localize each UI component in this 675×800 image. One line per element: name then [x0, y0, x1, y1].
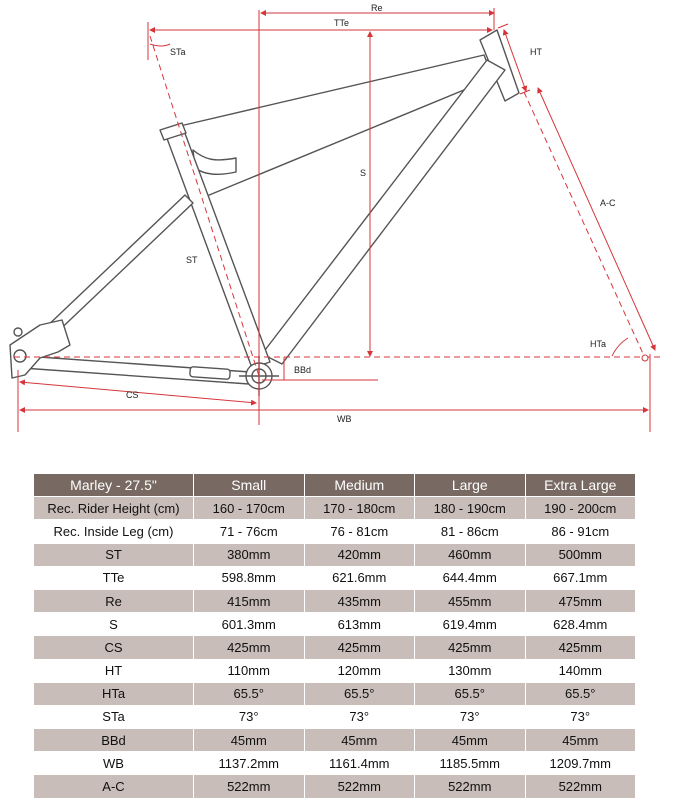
row-label: WB [34, 752, 194, 775]
row-label: HTa [34, 682, 194, 705]
header-size-extra-large: Extra Large [525, 474, 636, 497]
table-cell: 65.5° [415, 682, 526, 705]
table-cell: 628.4mm [525, 613, 636, 636]
table-row [34, 589, 636, 612]
table-cell: 76 - 81cm [304, 520, 415, 543]
table-cell: 420mm [304, 543, 415, 566]
table-row [34, 613, 636, 636]
table-cell: 65.5° [525, 682, 636, 705]
row-label: STa [34, 705, 194, 728]
table-cell: 613mm [304, 613, 415, 636]
table-cell: 522mm [304, 775, 415, 798]
table-cell: 160 - 170cm [194, 497, 305, 520]
table-cell: 45mm [415, 729, 526, 752]
row-label: A-C [34, 775, 194, 798]
table-cell: 425mm [415, 636, 526, 659]
row-label: Rec. Inside Leg (cm) [34, 520, 194, 543]
table-cell: 601.3mm [194, 613, 305, 636]
table-cell: 425mm [194, 636, 305, 659]
rear-axle [14, 350, 26, 362]
label-sta: STa [170, 47, 186, 57]
label-bbd: BBd [294, 365, 312, 375]
table-cell: 522mm [415, 775, 526, 798]
table-cell: 1185.5mm [415, 752, 526, 775]
table-cell: 73° [304, 705, 415, 728]
table-cell: 621.6mm [304, 566, 415, 589]
table-cell: 460mm [415, 543, 526, 566]
table-cell: 71 - 76cm [194, 520, 305, 543]
row-label: BBd [34, 729, 194, 752]
table-row [34, 705, 636, 728]
table-cell: 522mm [525, 775, 636, 798]
table-cell: 619.4mm [415, 613, 526, 636]
table-row [34, 497, 636, 520]
label-wb: WB [337, 414, 352, 424]
table-cell: 65.5° [194, 682, 305, 705]
table-cell: 130mm [415, 659, 526, 682]
table-cell: 180 - 190cm [415, 497, 526, 520]
row-label: TTe [34, 566, 194, 589]
table-cell: 81 - 86cm [415, 520, 526, 543]
table-row [34, 775, 636, 798]
row-label: Rec. Rider Height (cm) [34, 497, 194, 520]
header-model: Marley - 27.5" [34, 474, 194, 497]
table-cell: 475mm [525, 589, 636, 612]
label-s: S [360, 168, 367, 178]
table-header-row [34, 474, 636, 497]
table-cell: 667.1mm [525, 566, 636, 589]
label-cs: CS [126, 390, 139, 400]
label-tte: TTe [334, 18, 350, 28]
table-cell: 598.8mm [194, 566, 305, 589]
label-hta: HTa [590, 339, 607, 349]
table-cell: 1137.2mm [194, 752, 305, 775]
row-label: S [34, 613, 194, 636]
label-re: Re [371, 3, 383, 13]
row-label: Re [34, 589, 194, 612]
table-row [34, 682, 636, 705]
table-cell: 140mm [525, 659, 636, 682]
row-label: ST [34, 543, 194, 566]
bike-frame [10, 30, 519, 396]
table-cell: 190 - 200cm [525, 497, 636, 520]
label-ht: HT [530, 47, 542, 57]
table-row [34, 636, 636, 659]
table-cell: 380mm [194, 543, 305, 566]
table-row [34, 520, 636, 543]
table-cell: 644.4mm [415, 566, 526, 589]
table-row [34, 566, 636, 589]
table-cell: 120mm [304, 659, 415, 682]
table-row [34, 729, 636, 752]
table-cell: 425mm [304, 636, 415, 659]
table-cell: 73° [415, 705, 526, 728]
chainstay-yoke [190, 367, 231, 380]
header-size-medium: Medium [304, 474, 415, 497]
table-cell: 45mm [194, 729, 305, 752]
table-row [34, 659, 636, 682]
table-cell: 1209.7mm [525, 752, 636, 775]
table-cell: 45mm [304, 729, 415, 752]
table-cell: 415mm [194, 589, 305, 612]
label-ac: A-C [600, 198, 616, 208]
table-cell: 170 - 180cm [304, 497, 415, 520]
label-st: ST [186, 255, 198, 265]
row-label: HT [34, 659, 194, 682]
table-cell: 45mm [525, 729, 636, 752]
table-row [34, 752, 636, 775]
header-size-large: Large [415, 474, 526, 497]
row-label: CS [34, 636, 194, 659]
table-cell: 455mm [415, 589, 526, 612]
table-cell: 73° [194, 705, 305, 728]
ac-dimension [538, 88, 655, 350]
table-cell: 73° [525, 705, 636, 728]
table-cell: 500mm [525, 543, 636, 566]
table-cell: 65.5° [304, 682, 415, 705]
table-cell: 522mm [194, 775, 305, 798]
table-cell: 435mm [304, 589, 415, 612]
table-row [34, 543, 636, 566]
header-size-small: Small [194, 474, 305, 497]
table-cell: 1161.4mm [304, 752, 415, 775]
table-cell: 86 - 91cm [525, 520, 636, 543]
geometry-table [33, 473, 636, 799]
table-cell: 110mm [194, 659, 305, 682]
table-cell: 425mm [525, 636, 636, 659]
